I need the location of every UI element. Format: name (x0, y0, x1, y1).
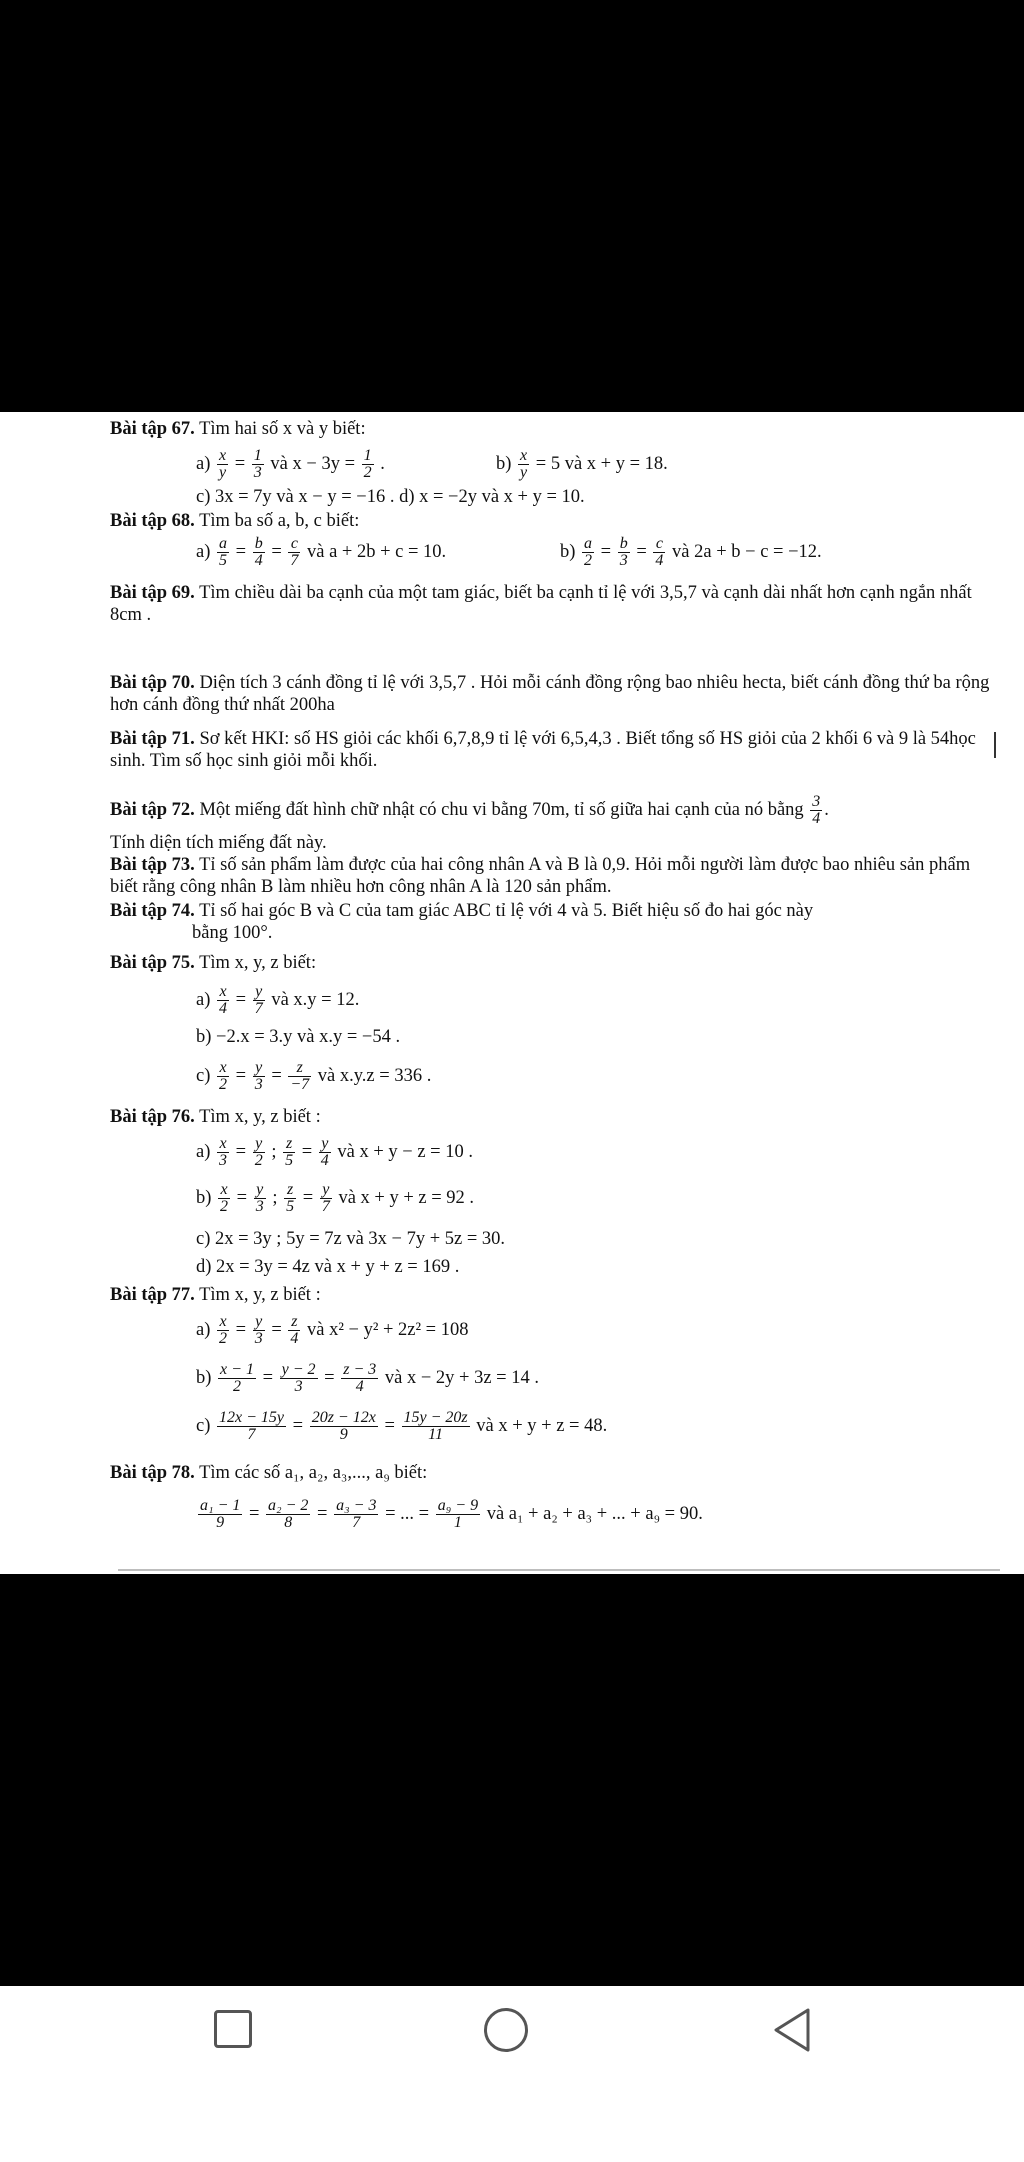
exercise-72: Bài tập 72. Một miếng đất hình chữ nhật có chu vi bằng 70m, tỉ số giữa hai cạnh của nó bằng $\frac{3}{4}$ . (110, 793, 829, 827)
exercise-74: Bài tập 74. Tỉ số hai góc B và C của tam giác ABC tỉ lệ với 4 và 5. Biết hiệu số đo hai góc này (110, 901, 814, 921)
exercise-77-b: b) $\frac{x - 1}{2}$ = $\frac{y - 2}{3}$ = $\frac{z - 3}{4}$ và x − 2y + 3z = 14 . (196, 1361, 539, 1395)
exercise-77-title: Bài tập 77. Tìm x, y, z biết : (110, 1285, 321, 1305)
exercise-74-cont: bằng 100°. (192, 923, 273, 943)
circle-icon[interactable] (484, 2008, 528, 2052)
exercise-76-a: a) $\frac{x}{3}$ = $\frac{y}{2}$ ; $\frac{z}{5}$ = $\frac{y}{4}$ và x + y − z = 10 . (196, 1135, 473, 1169)
page-divider (118, 1569, 1000, 1571)
triangle-back-icon[interactable] (770, 2006, 814, 2054)
margin-mark (994, 732, 996, 758)
exercise-68-title: Bài tập 68. Tìm ba số a, b, c biết: (110, 511, 360, 531)
exercise-73: Bài tập 73. Tỉ số sản phẩm làm được của hai công nhân A và B là 0,9. Hỏi mỗi người làm được bao nhiêu sản phẩm biết rằng công nhân B làm nhiều hơn công nhân A là 120 sản phẩm. (110, 855, 971, 897)
exercise-67-a: a) $\frac{x}{y}$ = $\frac{1}{3}$ và x − 3y = $\frac{1}{2}$ . (196, 447, 385, 481)
exercise-77-c: c) $\frac{12x - 15y}{7}$ = $\frac{20z - 12x}{9}$ = $\frac{15y - 20z}{11}$ và x + y + z = 48. (196, 1409, 608, 1443)
exercise-75-b: b) −2.x = 3.y và x.y = −54 . (196, 1027, 401, 1047)
exercise-72-cont: Tính diện tích miếng đất này. (110, 833, 327, 853)
exercise-75-title: Bài tập 75. Tìm x, y, z biết: (110, 953, 317, 973)
exercise-67-b: b) $\frac{x}{y}$ = 5 và x + y = 18. (496, 447, 668, 481)
exercise-77-a: a) $\frac{x}{2}$ = $\frac{y}{3}$ = $\frac{z}{4}$ và x² − y² + 2z² = 108 (196, 1313, 469, 1347)
exercise-78-eq: $\frac{\text{a₁ − 1}}{9}$ = $\frac{\text{a₂ − 2}}{8}$ = $\frac{\text{a₃ − 3}}{7}$ = ... = $\frac{\text{a₉ − 9}}{1}$ và a₁ + a₂ + a₃ + ... + a₉ = 90. (200, 1497, 703, 1531)
square-icon[interactable] (214, 2010, 252, 2048)
exercise-75-a: a) $\frac{x}{4}$ = $\frac{y}{7}$ và x.y = 12. (196, 983, 360, 1017)
document-page (0, 412, 1024, 1574)
exercise-67-title: Bài tập 67. Tìm hai số x và y biết: (110, 419, 366, 439)
exercise-68-b: b) $\frac{a}{2}$ = $\frac{b}{3}$ = $\frac{c}{4}$ và 2a + b − c = −12. (560, 535, 822, 569)
exercise-76-title: Bài tập 76. Tìm x, y, z biết : (110, 1107, 321, 1127)
exercise-67-cd: c) 3x = 7y và x − y = −16 . d) x = −2y và x + y = 10. (196, 487, 585, 507)
exercise-75-c: c) $\frac{x}{2}$ = $\frac{y}{3}$ = $\frac{z}{-7}$ và x.y.z = 336 . (196, 1059, 432, 1093)
exercise-68-a: a) $\frac{a}{5}$ = $\frac{b}{4}$ = $\frac{c}{7}$ và a + 2b + c = 10. (196, 535, 447, 569)
exercise-76-d: d) 2x = 3y = 4z và x + y + z = 169 . (196, 1257, 460, 1277)
exercise-78-title: Bài tập 78. Tìm các số a₁, a₂, a₃,..., a₉ biết: (110, 1463, 428, 1483)
exercise-71: Bài tập 71. Sơ kết HKI: số HS giỏi các khối 6,7,8,9 tỉ lệ với 6,5,4,3 . Biết tổng số HS giỏi của 2 khối 6 và 9 là 54học sinh. Tìm số học sinh giỏi mỗi khối. (110, 729, 976, 771)
exercise-76-b: b) $\frac{x}{2}$ = $\frac{y}{3}$ ; $\frac{z}{5}$ = $\frac{y}{7}$ và x + y + z = 92 . (196, 1181, 475, 1215)
exercise-76-c: c) 2x = 3y ; 5y = 7z và 3x − 7y + 5z = 30. (196, 1229, 506, 1249)
exercise-70: Bài tập 70. Diện tích 3 cánh đồng tỉ lệ với 3,5,7 . Hỏi mỗi cánh đồng rộng bao nhiêu hecta, biết cánh đồng thứ ba rộng hơn cánh đồng thứ nhất 200ha (110, 673, 990, 715)
exercise-69: Bài tập 69. Tìm chiều dài ba cạnh của một tam giác, biết ba cạnh tỉ lệ với 3,5,7 và cạnh dài nhất hơn cạnh ngắn nhất 8cm . (110, 583, 972, 625)
